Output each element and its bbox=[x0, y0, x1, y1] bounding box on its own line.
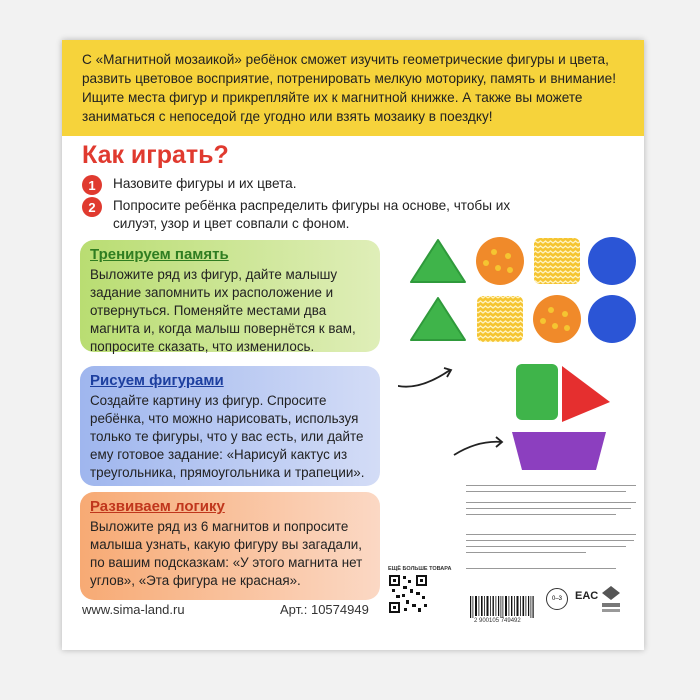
green-triangle bbox=[411, 298, 465, 340]
yellow-zigzag-square bbox=[534, 238, 580, 284]
how-to-title: Как играть? bbox=[82, 141, 229, 169]
barcode-number: 2 900105 749492 bbox=[474, 618, 521, 624]
blue-circle bbox=[588, 295, 636, 343]
panel-memory bbox=[80, 240, 380, 352]
panel-text: Выложите ряд из фигур, дайте малышу задание запомнить их расположение и отвернуться. Поменяйте местами два магнита и, когда малыш повернётся к вам, попросите сказать, что изменилось. bbox=[90, 267, 356, 354]
panel-drawing bbox=[80, 366, 380, 486]
panel-title: Развиваем логику bbox=[90, 498, 225, 515]
green-rectangle bbox=[516, 364, 558, 420]
panel-title: Тренируем память bbox=[90, 246, 229, 263]
qr-code-icon[interactable] bbox=[388, 574, 428, 614]
purple-trapezoid bbox=[512, 432, 606, 470]
eac-mark: EAC bbox=[575, 590, 599, 602]
green-triangle bbox=[411, 240, 465, 282]
fine-print bbox=[466, 552, 586, 553]
site-url: www.sima-land.ru bbox=[82, 602, 185, 617]
fine-print bbox=[466, 546, 626, 547]
orange-circle-pattern bbox=[476, 237, 524, 285]
fine-print bbox=[466, 514, 616, 515]
intro-banner bbox=[62, 40, 644, 136]
orange-circle-pattern bbox=[533, 295, 581, 343]
fine-print bbox=[466, 568, 616, 569]
arrow-icon bbox=[398, 370, 450, 387]
blue-circle bbox=[588, 237, 636, 285]
panel-logic bbox=[80, 492, 380, 600]
panel-text: Создайте картину из фигур. Спросите ребёнка, что можно нарисовать, используя только те фигуры, что у вас есть, или дайте ему готовое задание: «Нарисуй кактус из треугольника, прямоугольника и трапеции». bbox=[90, 393, 365, 480]
shapes-illustration bbox=[398, 230, 638, 520]
step-number: 2 bbox=[82, 197, 102, 217]
panel-title: Рисуем фигурами bbox=[90, 372, 224, 389]
step-2 bbox=[82, 197, 533, 233]
fine-print bbox=[466, 502, 636, 503]
intro-text: С «Магнитной мозаикой» ребёнок сможет изучить геометрические фигуры и цвета, развить цветовое восприятие, потренировать мелкую моторику, память и внимание! Ищите места фигур и прикрепляйте их к магнитной книжке. А также вы можете заниматься с непоседой где угодно или взять мозаику в поездку! bbox=[82, 52, 616, 124]
step-number: 1 bbox=[82, 175, 102, 195]
barcode-icon bbox=[470, 596, 534, 618]
fine-print bbox=[466, 485, 636, 486]
fine-print bbox=[466, 491, 626, 492]
fine-print bbox=[466, 534, 636, 535]
step-text: Назовите фигуры и их цвета. bbox=[113, 176, 297, 191]
step-1 bbox=[82, 175, 413, 195]
article-number: Арт.: 10574949 bbox=[280, 602, 369, 617]
panel-text: Выложите ряд из 6 магнитов и попросите малыша узнать, какую фигуру вы загадали, по вашим подсказкам: «У этого магнита нет углов», «Эта фигура не красная». bbox=[90, 519, 363, 588]
yellow-zigzag-square bbox=[477, 296, 523, 342]
fine-print bbox=[466, 540, 634, 541]
age-badge: 0–3 bbox=[546, 588, 568, 610]
step-text: Попросите ребёнка распределить фигуры на основе, чтобы их силуэт, узор и цвет совпали с фоном. bbox=[113, 198, 511, 231]
red-triangle bbox=[562, 366, 610, 422]
sima-land-logo-icon bbox=[600, 584, 622, 614]
fine-print bbox=[466, 508, 631, 509]
qr-label: ЕЩЁ БОЛЬШЕ ТОВАРА bbox=[388, 566, 452, 572]
product-card bbox=[62, 40, 644, 650]
arrow-icon bbox=[454, 442, 502, 455]
